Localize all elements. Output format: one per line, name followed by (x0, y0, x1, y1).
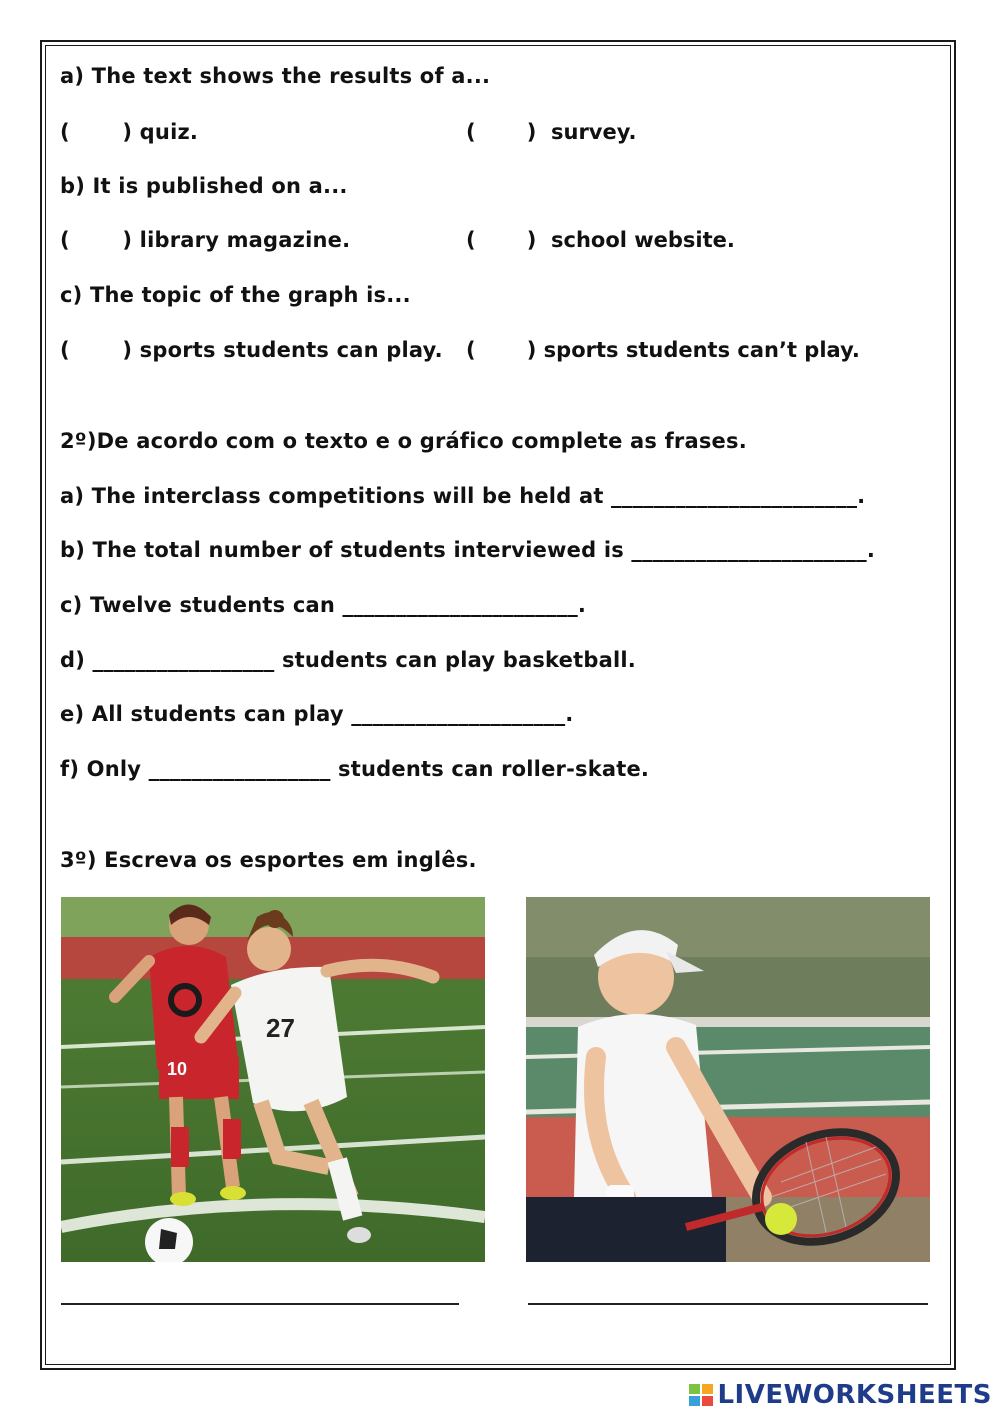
q1-a-option-quiz[interactable]: ( ) quiz. (60, 120, 199, 144)
answer-line-soccer[interactable] (61, 1303, 459, 1305)
q2-heading: 2º)De acordo com o texto e o gráfico complete as frases. (60, 429, 747, 453)
q2-b-sentence[interactable]: b) The total number of students interviewed is ______________________. (60, 538, 876, 562)
q1-b-option-school-website[interactable]: ( ) school website. (466, 228, 735, 252)
liveworksheets-icon (689, 1384, 713, 1406)
q2-e-sentence[interactable]: e) All students can play ____________________. (60, 702, 574, 726)
jersey-number: 27 (266, 1013, 295, 1043)
q1-c-question: c) The topic of the graph is... (60, 283, 411, 307)
red-player-number: 10 (167, 1059, 188, 1079)
q2-c-sentence[interactable]: c) Twelve students can ______________________. (60, 593, 587, 617)
q1-a-question: a) The text shows the results of a... (60, 64, 491, 88)
soccer-photo (61, 897, 485, 1262)
q2-f-sentence[interactable]: f) Only _________________ students can roller-skate. (60, 757, 650, 781)
q2-a-sentence[interactable]: a) The interclass competitions will be held at _______________________. (60, 484, 866, 508)
q2-d-sentence[interactable]: d) _________________ students can play basketball. (60, 648, 636, 672)
q1-b-question: b) It is published on a... (60, 174, 348, 198)
tennis-photo (526, 897, 930, 1262)
q1-c-option-can-play[interactable]: ( ) sports students can play. (60, 338, 443, 362)
q3-heading: 3º) Escreva os esportes em inglês. (60, 848, 477, 872)
q1-c-option-cant-play[interactable]: ( ) sports students can’t play. (466, 338, 860, 362)
liveworksheets-logo (689, 1380, 992, 1410)
q1-a-option-survey[interactable]: ( ) survey. (466, 120, 637, 144)
brand-name: LIVEWORKSHEETS (717, 1380, 992, 1410)
q1-b-option-library-magazine[interactable]: ( ) library magazine. (60, 228, 351, 252)
answer-line-tennis[interactable] (528, 1303, 928, 1305)
